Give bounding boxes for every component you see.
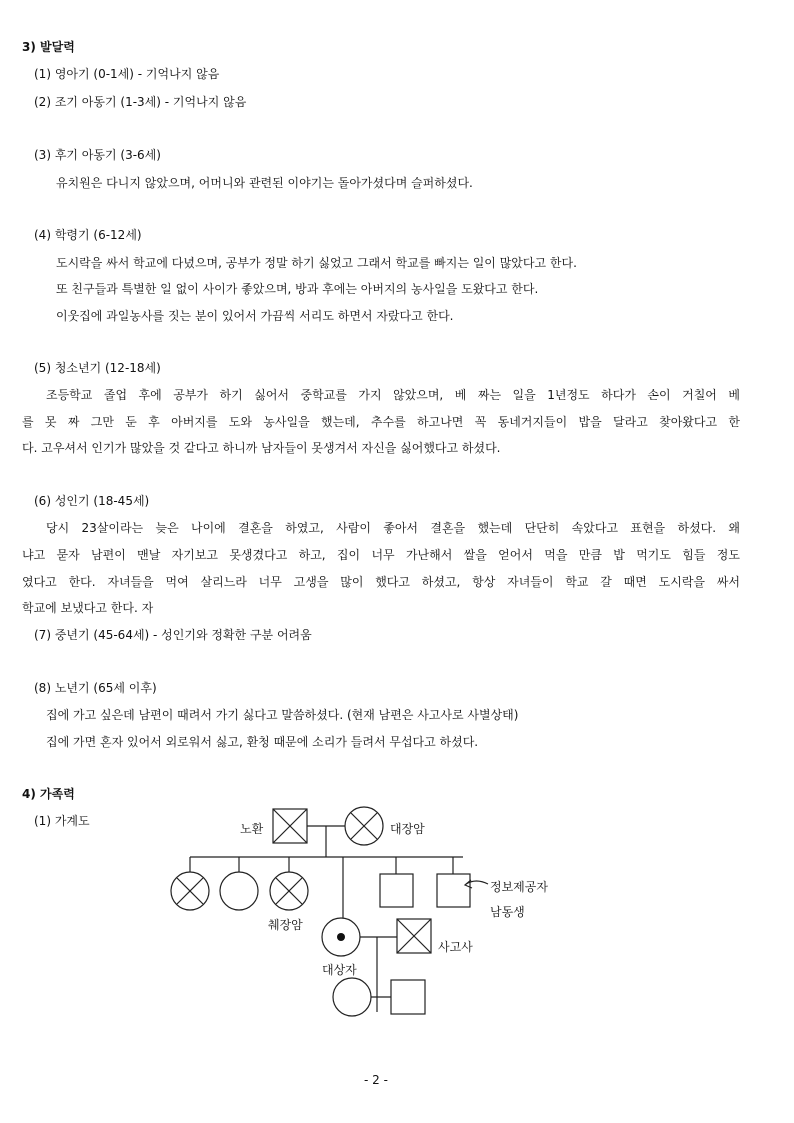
sister-circle [220, 872, 258, 910]
late-childhood-text: 유치원은 다니지 않았으며, 어머니와 관련된 이야기는 돌아가셨다며 슬퍼하셨다. [56, 176, 473, 190]
infancy-line: (1) 영아기 (0-1세) - 기억나지 않음 [34, 67, 220, 81]
adulthood-text-3: 였다고 한다. 자녀들을 먹여 살리느라 너무 고생을 많이 했다고 하셨고, 항상 자녀들이 학교 갈 때면 도시락을 싸서 [22, 575, 740, 589]
school-age-text-2: 또 친구들과 특별한 일 없이 사이가 좋았으며, 방과 후에는 아버지의 농사일을 도왔다고 한다. [56, 282, 539, 296]
adulthood-text-2: 냐고 묻자 남편이 맨날 자기보고 못생겼다고 하고, 집이 너무 가난해서 쌀을 얻어서 먹을 만큼 밥 먹기도 힘들 정도 [22, 548, 740, 562]
label-client: 대상자 [322, 963, 357, 977]
label-brother: 남동생 [490, 905, 525, 919]
child-square [391, 980, 425, 1014]
brother-square-informant [437, 874, 470, 907]
husband-deceased-square [397, 919, 431, 953]
adolescence-text-1: 조등학교 졸업 후에 공부가 하기 싫어서 중학교를 가지 않았으며, 베 짜는 일을 1년정도 하다가 손이 거칠어 베 [46, 388, 740, 402]
section-4-title: 4) 가족력 [22, 787, 75, 801]
label-informant: 정보제공자 [490, 880, 548, 894]
page-number: - 2 - [364, 1073, 388, 1087]
adolescence-text-2: 를 못 짜 그만 둔 후 아버지를 도와 농사일을 했는데, 추수를 하고나면 꼭 동네거지들이 밥을 달라고 찾아왔다고 한 [22, 415, 740, 429]
late-childhood-heading: (3) 후기 아동기 (3-6세) [34, 148, 161, 162]
adulthood-text-4: 학교에 보냈다고 한다. 자 [22, 601, 154, 615]
middle-age-line: (7) 중년기 (45-64세) - 성인기와 정확한 구분 어려움 [34, 628, 312, 642]
adolescence-heading: (5) 청소년기 (12-18세) [34, 361, 161, 375]
section-3-title: 3) 발달력 [22, 40, 75, 54]
old-age-text-1: 집에 가고 싶은데 남편이 때려서 가기 싫다고 말씀하셨다. (현재 남편은 사고사로 사별상태) [46, 708, 519, 722]
adulthood-heading: (6) 성인기 (18-45세) [34, 494, 150, 508]
school-age-text-3: 이웃집에 과일농사를 짓는 분이 있어서 가끔씩 서리도 하면서 자랐다고 한다. [56, 309, 454, 323]
grandfather-deceased-square [273, 809, 307, 843]
child-circle [333, 978, 371, 1016]
label-grandmother: 대장암 [390, 822, 425, 836]
sister-deceased-circle-1 [171, 872, 209, 910]
school-age-heading: (4) 학령기 (6-12세) [34, 228, 142, 242]
client-dot [337, 933, 345, 941]
early-childhood-line: (2) 조기 아동기 (1-3세) - 기억나지 않음 [34, 95, 247, 109]
label-husband-cause: 사고사 [438, 940, 473, 954]
label-grandfather: 노환 [240, 822, 264, 836]
sister-deceased-circle-2 [270, 872, 308, 910]
old-age-heading: (8) 노년기 (65세 이후) [34, 681, 157, 695]
school-age-text-1: 도시락을 싸서 학교에 다녔으며, 공부가 정말 하기 싫었고 그래서 학교를 빠지는 일이 많았다고 한다. [56, 256, 577, 270]
old-age-text-2: 집에 가면 혼자 있어서 외로워서 싫고, 환청 때문에 소리가 들려서 무섭다고 하셨다. [46, 735, 479, 749]
label-sister-cause: 췌장암 [268, 918, 303, 932]
adolescence-text-3: 다. 고우셔서 인기가 많았을 것 같다고 하니까 남자들이 못생겨서 자신을 싫어했다고 하셨다. [22, 441, 501, 455]
brother-square-1 [380, 874, 413, 907]
grandmother-deceased-circle [345, 807, 383, 845]
adulthood-text-1: 당시 23살이라는 늦은 나이에 결혼을 하였고, 사람이 좋아서 결혼을 했는데 단단히 속았다고 표현을 하셨다. 왜 [46, 521, 740, 535]
genogram-heading: (1) 가계도 [34, 814, 90, 828]
